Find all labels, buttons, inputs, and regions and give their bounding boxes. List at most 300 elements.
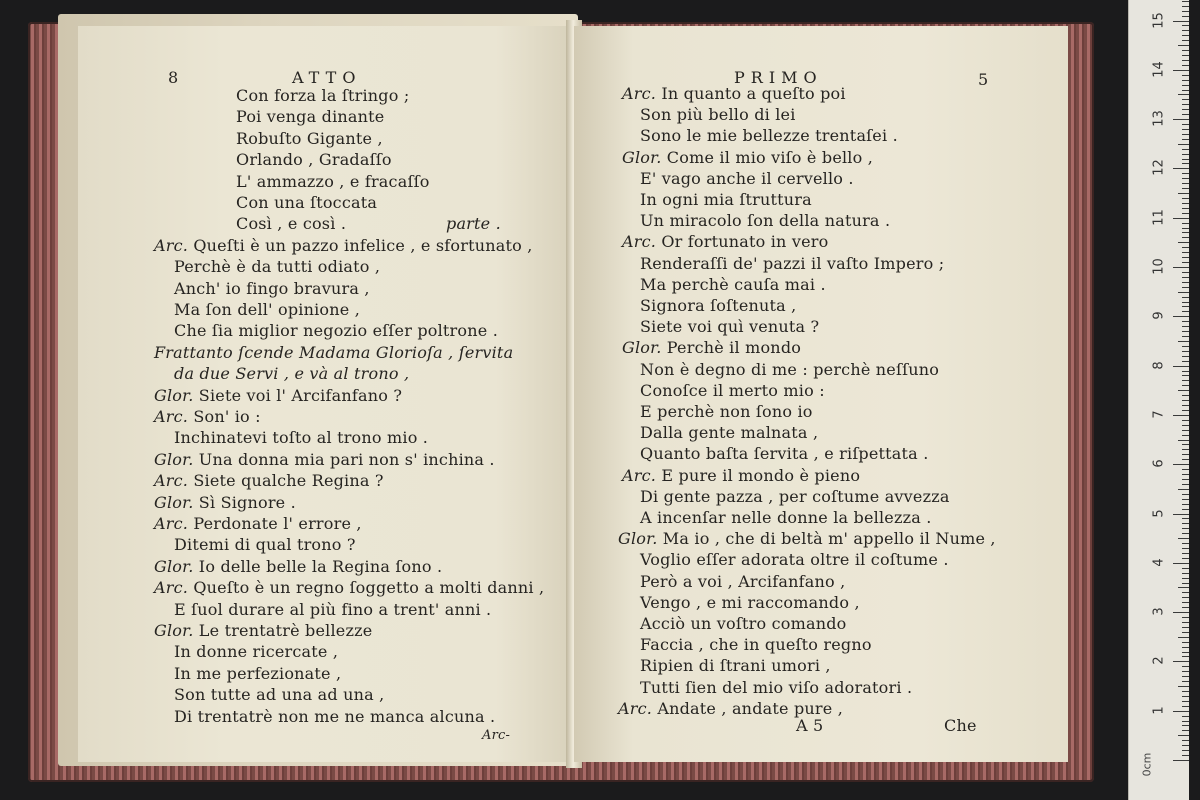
ruler-tick <box>1182 178 1189 179</box>
ruler-tick <box>1182 592 1189 593</box>
text-line <box>174 642 338 662</box>
ruler-tick <box>1178 94 1189 95</box>
text-line <box>640 656 831 676</box>
ruler-number: 3 <box>1151 607 1167 616</box>
line-text: Ma ſon dell' opinione , <box>174 300 360 319</box>
line-text: Di trentatrè non me ne manca alcuna . <box>174 706 496 726</box>
line-text: Inchinatevi toſto al trono mio . <box>174 428 429 448</box>
ruler-tick <box>1182 449 1189 450</box>
ruler-tick <box>1182 134 1189 135</box>
line-text: E perchè non ſono io <box>640 402 813 421</box>
text-line <box>154 407 261 427</box>
line-text: Queſto è un regno ſoggetto a molti danni , <box>188 578 545 598</box>
ruler-tick <box>1173 760 1189 761</box>
text-line <box>640 211 890 231</box>
speaker-name: Arc. <box>622 232 657 252</box>
text-line <box>640 190 812 210</box>
ruler-tick <box>1182 65 1189 66</box>
text-line <box>640 169 854 189</box>
text-line <box>640 317 819 337</box>
text-line <box>174 321 498 341</box>
text-line <box>154 236 533 256</box>
ruler-tick <box>1182 208 1189 209</box>
ruler-tick <box>1182 302 1189 303</box>
text-line <box>640 487 950 507</box>
ruler-tick <box>1182 597 1189 598</box>
line-text: Siete voi l' Arcifanfano ? <box>193 385 403 405</box>
ruler-number: 14 <box>1151 61 1167 78</box>
text-line <box>154 578 544 598</box>
ruler-tick <box>1182 681 1189 682</box>
ruler-tick <box>1182 85 1189 86</box>
text-line <box>174 257 380 277</box>
ruler-tick <box>1182 671 1189 672</box>
ruler-tick <box>1182 25 1189 26</box>
text-line <box>236 214 501 234</box>
ruler-tick <box>1182 420 1189 421</box>
line-text: In quanto a queſto poi <box>656 84 846 103</box>
ruler-tick <box>1173 415 1189 416</box>
line-text: Son tutte ad una ad una , <box>174 685 385 705</box>
text-line <box>236 129 383 149</box>
ruler-tick <box>1182 297 1189 298</box>
text-line <box>154 471 384 491</box>
text-line <box>640 360 939 380</box>
line-text: Così , e così . <box>236 214 347 234</box>
ruler-tick <box>1182 159 1189 160</box>
line-text: In donne ricercate , <box>174 642 339 662</box>
text-line <box>174 364 409 384</box>
ruler-tick <box>1182 602 1189 603</box>
ruler-tick <box>1182 228 1189 229</box>
ruler-tick <box>1182 499 1189 500</box>
ruler-tick <box>1182 430 1189 431</box>
text-line <box>154 450 495 470</box>
ruler-tick <box>1182 124 1189 125</box>
ruler-tick <box>1182 740 1189 741</box>
line-text: In me perfezionate , <box>174 663 342 683</box>
ruler-tick <box>1182 568 1189 569</box>
ruler-number: 4 <box>1151 558 1167 567</box>
ruler-tick <box>1182 583 1189 584</box>
line-text: Queſti è un pazzo infelice , e sfortunato , <box>188 235 533 255</box>
line-text: Acciò un voſtro comando <box>640 614 847 633</box>
text-line <box>618 529 996 549</box>
line-text: Son' io : <box>188 407 261 426</box>
ruler-tick <box>1173 464 1189 465</box>
ruler-tick <box>1182 287 1189 288</box>
ruler-number: 1 <box>1151 706 1167 715</box>
ruler-tick <box>1182 755 1189 756</box>
line-text: Faccia , che in queſto regno <box>640 635 872 655</box>
ruler-tick <box>1182 326 1189 327</box>
ruler-tick <box>1182 454 1189 455</box>
text-line <box>154 514 362 534</box>
ruler-tick <box>1182 484 1189 485</box>
speaker-name: Arc. <box>154 235 189 255</box>
ruler-tick <box>1182 725 1189 726</box>
ruler-tick <box>1182 237 1189 238</box>
speaker-name: Arc. <box>154 514 189 533</box>
ruler-tick <box>1182 469 1189 470</box>
ruler-tick <box>1182 617 1189 618</box>
text-line <box>640 444 929 464</box>
text-line <box>640 614 846 634</box>
text-line <box>622 466 860 486</box>
ruler-tick <box>1182 55 1189 56</box>
ruler-tick <box>1178 637 1189 638</box>
ruler-tick <box>1178 735 1189 736</box>
speaker-name: Glor. <box>154 621 194 640</box>
ruler-tick <box>1178 144 1189 145</box>
ruler-tick <box>1182 607 1189 608</box>
scale-ruler <box>1128 0 1189 800</box>
ruler-tick <box>1182 232 1189 233</box>
ruler-tick <box>1182 306 1189 307</box>
ruler-tick <box>1182 647 1189 648</box>
ruler-tick <box>1182 716 1189 717</box>
line-text: Non è degno di me : perchè neſſuno <box>640 359 940 379</box>
ruler-tick <box>1178 686 1189 687</box>
ruler-tick <box>1182 494 1189 495</box>
line-text: In ogni mia ſtruttura <box>640 190 812 209</box>
ruler-tick <box>1182 553 1189 554</box>
ruler-tick <box>1173 563 1189 564</box>
ruler-tick <box>1182 257 1189 258</box>
running-head: PRIMO <box>734 68 823 87</box>
ruler-tick <box>1182 16 1189 17</box>
ruler-number: 15 <box>1151 11 1167 29</box>
ruler-tick <box>1182 400 1189 401</box>
line-text: Conoſce il merto mio : <box>640 380 825 400</box>
ruler-tick <box>1182 435 1189 436</box>
speaker-name: Arc. <box>622 465 657 485</box>
text-line <box>640 254 944 274</box>
text-line <box>640 678 912 698</box>
line-text: Anch' io fingo bravura , <box>174 278 370 298</box>
ruler-tick <box>1182 40 1189 41</box>
ruler-tick <box>1182 109 1189 110</box>
ruler-tick <box>1173 711 1189 712</box>
speaker-name: Arc. <box>154 471 189 491</box>
ruler-tick <box>1182 75 1189 76</box>
line-text: Or fortunato in vero <box>656 232 829 252</box>
text-line <box>622 84 846 104</box>
right-page <box>574 26 1068 762</box>
ruler-tick <box>1182 706 1189 707</box>
text-line <box>174 300 360 320</box>
ruler-tick <box>1173 661 1189 662</box>
ruler-tick <box>1182 247 1189 248</box>
line-text: Come il mio viſo è bello , <box>661 147 874 167</box>
line-text: Io delle belle la Regina ſono . <box>193 556 443 576</box>
ruler-tick <box>1182 188 1189 189</box>
ruler-tick <box>1182 444 1189 445</box>
line-text: Quanto baſta ſervita , e riſpettata . <box>640 444 929 464</box>
line-text: Siete voi quì venuta ? <box>640 317 820 337</box>
signature-mark: A 5 <box>796 716 824 735</box>
ruler-tick <box>1182 504 1189 505</box>
ruler-tick <box>1182 395 1189 396</box>
ruler-tick <box>1182 573 1189 574</box>
line-text: Tutti ſien del mio viſo adoratori . <box>640 677 913 697</box>
ruler-tick <box>1182 114 1189 115</box>
ruler-tick <box>1182 543 1189 544</box>
ruler-tick <box>1182 1 1189 2</box>
line-text: Ripien di ſtrani umori , <box>640 656 831 676</box>
ruler-tick <box>1182 163 1189 164</box>
ruler-tick <box>1182 701 1189 702</box>
ruler-tick <box>1173 612 1189 613</box>
ruler-tick <box>1173 218 1189 219</box>
line-text: Signora ſoſtenuta , <box>640 296 797 315</box>
text-line <box>154 343 513 363</box>
text-line <box>640 572 845 592</box>
text-line <box>174 664 341 684</box>
ruler-number: 8 <box>1151 360 1167 370</box>
ruler-number: 6 <box>1151 459 1167 468</box>
ruler-tick <box>1173 168 1189 169</box>
text-line <box>174 428 428 448</box>
ruler-tick <box>1178 489 1189 490</box>
line-text: Sono le mie bellezze trentaſei . <box>640 126 898 146</box>
ruler-tick <box>1182 533 1189 534</box>
line-text: Poi venga dinante <box>236 107 385 127</box>
text-line <box>640 593 860 613</box>
ruler-tick <box>1178 45 1189 46</box>
ruler-tick <box>1182 676 1189 677</box>
ruler-tick <box>1173 366 1189 367</box>
ruler-tick <box>1182 173 1189 174</box>
ruler-tick <box>1182 696 1189 697</box>
ruler-tick <box>1182 558 1189 559</box>
ruler-tick <box>1178 390 1189 391</box>
ruler-tick <box>1182 139 1189 140</box>
ruler-tick <box>1182 405 1189 406</box>
speaker-name: Arc. <box>622 84 657 103</box>
line-text: Ma io , che di beltà m' appello il Nume , <box>657 529 996 549</box>
ruler-number: 9 <box>1151 311 1167 320</box>
text-line <box>640 550 949 570</box>
ruler-tick <box>1173 70 1189 71</box>
ruler-tick <box>1182 691 1189 692</box>
ruler-tick <box>1173 514 1189 515</box>
line-text: Siete qualche Regina ? <box>188 471 384 491</box>
line-text: Frattanto ſcende Madama Glorioſa , ſervita <box>154 342 514 362</box>
ruler-tick <box>1182 311 1189 312</box>
catchword: Arc- <box>482 728 511 743</box>
line-text: Son più bello di lei <box>640 105 796 125</box>
ruler-tick <box>1182 474 1189 475</box>
line-text: Perchè il mondo <box>661 338 802 358</box>
ruler-tick <box>1182 60 1189 61</box>
ruler-tick <box>1182 262 1189 263</box>
ruler-tick <box>1182 721 1189 722</box>
ruler-tick <box>1182 252 1189 253</box>
ruler-tick <box>1182 666 1189 667</box>
line-text: Perchè è da tutti odiato , <box>174 257 381 277</box>
line-text: Robuſto Gigante , <box>236 128 383 148</box>
line-text: Ditemi di qual trono ? <box>174 535 356 555</box>
speaker-name: Arc. <box>154 407 189 426</box>
text-line <box>640 508 932 528</box>
line-text: Un miracolo ſon della natura . <box>640 211 891 231</box>
ruler-tick <box>1178 538 1189 539</box>
line-text: Di gente pazza , per coſtume avvezza <box>640 486 950 506</box>
ruler-tick <box>1182 425 1189 426</box>
ruler-tick <box>1182 104 1189 105</box>
line-text: Le trentatrè bellezze <box>193 621 373 640</box>
text-line <box>622 148 873 168</box>
ruler-tick <box>1182 548 1189 549</box>
ruler-tick <box>1182 129 1189 130</box>
ruler-tick <box>1182 652 1189 653</box>
ruler-tick <box>1182 203 1189 204</box>
text-line <box>622 232 828 252</box>
ruler-tick <box>1182 198 1189 199</box>
ruler-tick <box>1182 35 1189 36</box>
ruler-tick <box>1182 80 1189 81</box>
ruler-tick <box>1182 622 1189 623</box>
line-text: A incenſar nelle donne la bellezza . <box>640 508 932 527</box>
ruler-number: 7 <box>1151 410 1167 419</box>
line-text: E pure il mondo è pieno <box>656 465 861 485</box>
text-line <box>154 621 372 641</box>
ruler-tick <box>1182 282 1189 283</box>
ruler-tick <box>1182 223 1189 224</box>
speaker-name: Glor. <box>154 492 194 512</box>
text-line <box>174 707 495 727</box>
text-line <box>236 107 384 127</box>
line-text: Vengo , e mi raccomando , <box>640 592 860 612</box>
page-number: 8 <box>168 68 179 87</box>
text-line <box>154 557 442 577</box>
text-line <box>236 86 409 106</box>
ruler-tick <box>1182 149 1189 150</box>
line-text: E' vago anche il cervello . <box>640 168 854 188</box>
ruler-tick <box>1182 371 1189 372</box>
text-line <box>174 600 491 620</box>
ruler-tick <box>1182 213 1189 214</box>
ruler-tick <box>1173 21 1189 22</box>
text-line <box>174 279 370 299</box>
line-text: Con forza la ſtringo ; <box>236 86 410 105</box>
ruler-tick <box>1182 632 1189 633</box>
ruler-tick <box>1182 321 1189 322</box>
ruler-tick <box>1178 440 1189 441</box>
ruler-number: 11 <box>1151 208 1167 226</box>
ruler-unit: 0cm <box>1140 752 1154 777</box>
ruler-tick <box>1182 11 1189 12</box>
text-line <box>236 150 392 170</box>
ruler-tick <box>1173 119 1189 120</box>
text-line <box>640 381 825 401</box>
speaker-name: Arc. <box>154 578 189 598</box>
ruler-tick <box>1182 50 1189 51</box>
ruler-tick <box>1182 90 1189 91</box>
line-text: Andate , andate pure , <box>652 698 843 718</box>
ruler-tick <box>1182 479 1189 480</box>
ruler-tick <box>1182 351 1189 352</box>
ruler-tick <box>1182 730 1189 731</box>
ruler-tick <box>1182 6 1189 7</box>
ruler-tick <box>1182 627 1189 628</box>
ruler-tick <box>1182 356 1189 357</box>
text-line <box>174 535 356 555</box>
line-text: Però a voi , Arcifanfano , <box>640 571 846 591</box>
ruler-tick <box>1178 292 1189 293</box>
ruler-tick <box>1182 509 1189 510</box>
text-line <box>640 635 872 655</box>
ruler-tick <box>1182 30 1189 31</box>
speaker-name: Glor. <box>622 338 662 358</box>
ruler-tick <box>1182 750 1189 751</box>
line-text: Renderaſſi de' pazzi il vaſto Impero ; <box>640 253 945 273</box>
speaker-name: Glor. <box>622 147 662 167</box>
ruler-tick <box>1182 578 1189 579</box>
ruler-tick <box>1182 99 1189 100</box>
speaker-name: Glor. <box>618 529 658 549</box>
ruler-tick <box>1178 587 1189 588</box>
ruler-tick <box>1182 745 1189 746</box>
ruler-tick <box>1182 183 1189 184</box>
ruler-tick <box>1182 410 1189 411</box>
line-text: Orlando , Gradaſſo <box>236 150 392 170</box>
line-text: Che ſia miglior negozio eſſer poltrone . <box>174 321 498 341</box>
text-line <box>236 172 430 192</box>
catchword: Che <box>944 716 977 735</box>
speaker-name: Glor. <box>154 556 194 576</box>
page-number: 5 <box>978 70 989 89</box>
ruler-tick <box>1182 346 1189 347</box>
ruler-tick <box>1182 656 1189 657</box>
running-head: ATTO <box>292 68 362 87</box>
ruler-tick <box>1182 385 1189 386</box>
line-text: E ſuol durare al più fino a trent' anni . <box>174 599 492 619</box>
speaker-name: Glor. <box>154 385 194 405</box>
text-line <box>640 275 826 295</box>
text-line <box>640 105 796 125</box>
line-text: Ma perchè cauſa mai . <box>640 274 826 294</box>
text-line <box>174 685 384 705</box>
ruler-tick <box>1173 267 1189 268</box>
ruler-tick <box>1182 642 1189 643</box>
line-text: Voglio eſſer adorata oltre il coſtume . <box>640 550 949 570</box>
text-line <box>640 423 818 443</box>
line-text: Con una ſtoccata <box>236 193 378 212</box>
ruler-tick <box>1182 380 1189 381</box>
line-text: Dalla gente malnata , <box>640 423 819 443</box>
text-line <box>640 402 813 422</box>
ruler-number: 12 <box>1151 159 1167 177</box>
ruler-tick <box>1182 518 1189 519</box>
ruler-number: 5 <box>1151 508 1167 518</box>
ruler-tick <box>1182 528 1189 529</box>
ruler-tick <box>1182 336 1189 337</box>
text-line <box>154 386 402 406</box>
ruler-tick <box>1178 341 1189 342</box>
text-line <box>236 193 377 213</box>
text-line <box>154 493 296 513</box>
ruler-tick <box>1182 361 1189 362</box>
text-line <box>640 296 796 316</box>
text-line <box>640 126 898 146</box>
ruler-tick <box>1182 375 1189 376</box>
ruler-tick <box>1178 242 1189 243</box>
line-text: Sì Signore . <box>193 492 296 512</box>
ruler-tick <box>1182 154 1189 155</box>
ruler-tick <box>1182 277 1189 278</box>
